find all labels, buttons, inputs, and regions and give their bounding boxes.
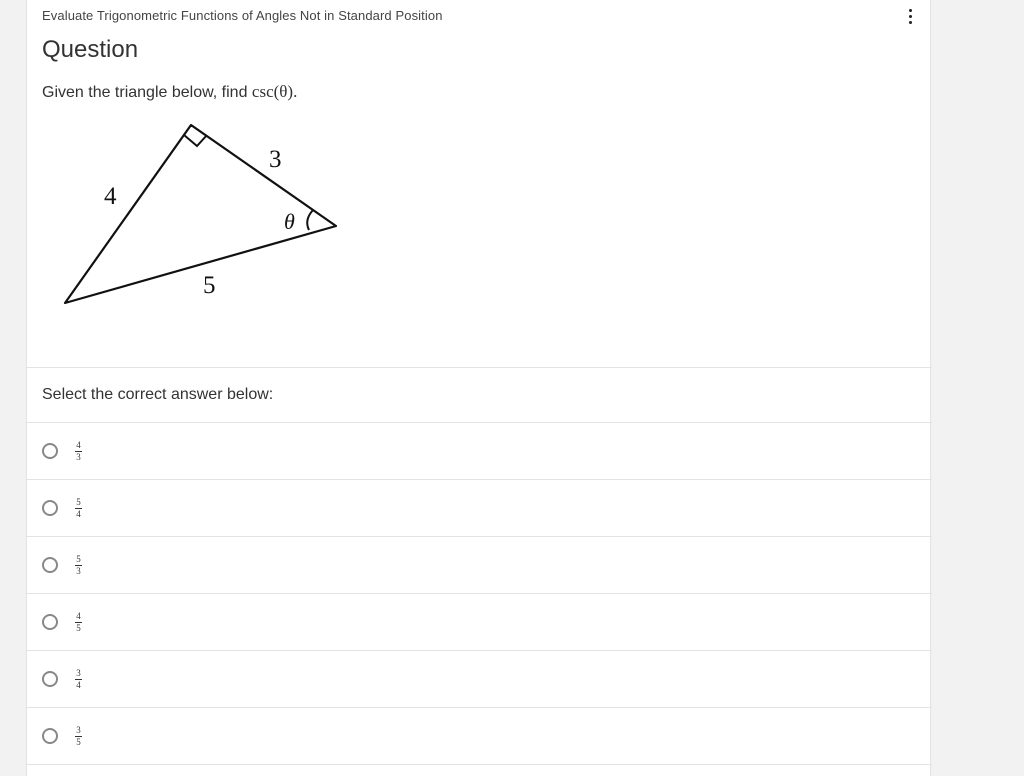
fraction: [75, 441, 82, 462]
numerator: 4: [76, 610, 81, 621]
fraction: [75, 498, 82, 519]
radio-button[interactable]: [42, 557, 58, 573]
answer-option-6[interactable]: [27, 707, 932, 765]
answer-option-2[interactable]: [27, 479, 932, 536]
side-label-bottom: 5: [203, 272, 216, 299]
numerator: 5: [76, 496, 81, 507]
denominator: 3: [76, 565, 81, 576]
side-label-left: 4: [104, 183, 117, 210]
angle-arc: [307, 210, 313, 230]
fraction: [75, 669, 82, 690]
numerator: 3: [76, 667, 81, 678]
fraction: [75, 555, 82, 576]
answer-option-4[interactable]: [27, 593, 932, 650]
radio-button[interactable]: [42, 443, 58, 459]
answer-instructions: Select the correct answer below:: [42, 386, 274, 403]
denominator: 5: [76, 736, 81, 747]
radio-button[interactable]: [42, 728, 58, 744]
answer-option-5[interactable]: [27, 650, 932, 707]
triangle-shape: [65, 125, 336, 303]
numerator: 4: [76, 439, 81, 450]
radio-button[interactable]: [42, 614, 58, 630]
fraction: [75, 726, 82, 747]
radio-button[interactable]: [42, 500, 58, 516]
denominator: 5: [76, 622, 81, 633]
numerator: 5: [76, 553, 81, 564]
denominator: 4: [76, 508, 81, 519]
section-divider: [27, 367, 932, 368]
answer-option-3[interactable]: [27, 536, 932, 593]
denominator: 4: [76, 679, 81, 690]
prompt-math: csc(θ).: [251, 82, 298, 101]
answer-option-1[interactable]: [27, 422, 932, 479]
triangle-figure: [27, 110, 367, 320]
side-label-top-right: 3: [269, 146, 282, 173]
right-angle-marker: [184, 135, 207, 146]
question-heading: Question: [42, 36, 139, 63]
prompt-text: Given the triangle below, find: [42, 84, 248, 101]
vertical-ellipsis-icon[interactable]: [904, 6, 916, 26]
radio-button[interactable]: [42, 671, 58, 687]
question-card: [26, 0, 931, 776]
denominator: 3: [76, 451, 81, 462]
fraction: [75, 612, 82, 633]
angle-label-theta: θ: [284, 209, 295, 234]
answer-options: [27, 422, 932, 765]
numerator: 3: [76, 724, 81, 735]
breadcrumb: Evaluate Trigonometric Functions of Angles Not in Standard Position: [42, 8, 443, 23]
question-prompt: [42, 82, 297, 102]
